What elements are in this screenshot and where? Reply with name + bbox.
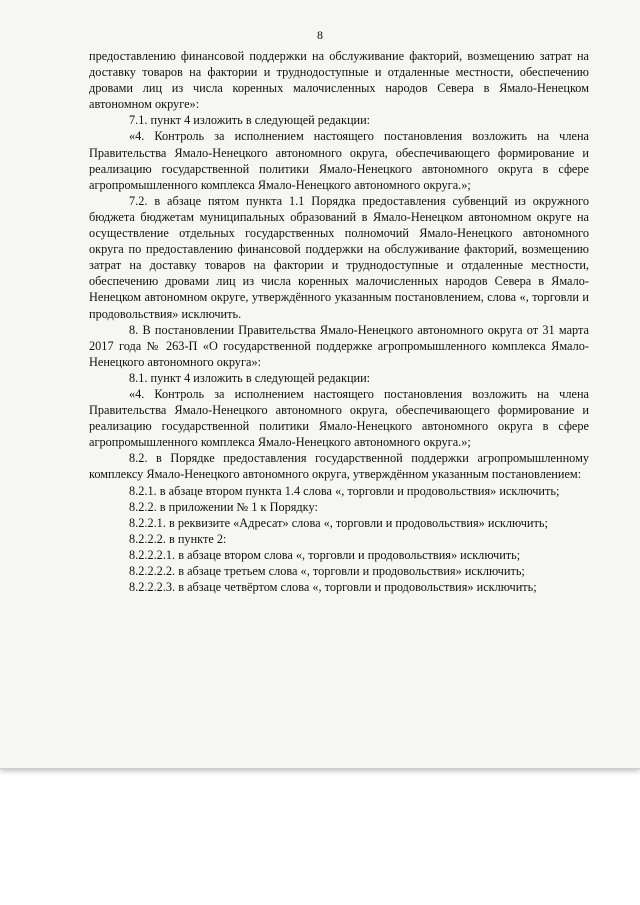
document-body [89,48,589,595]
paragraph-7-1: 7.1. пункт 4 изложить в следующей редакции: [129,113,371,128]
paragraph-8: 8. В постановлении Правительства Ямало-Ненецкого автономного округа от 31 марта 2017 года № 263-П «О государственной поддержке агропромышленного комплекса Ямало-Ненецкого автономного округа»: [89,322,589,369]
paragraph-8-2-2: 8.2.2. в приложении № 1 к Порядку: [129,499,318,514]
paragraph-8-1: 8.1. пункт 4 изложить в следующей редакции: [129,370,371,385]
paragraph-7-1-quote: «4. Контроль за исполнением настоящего постановления возложить на члена Правительства Ямало-Ненецкого автономного округа, обеспечивающего формирование и реализацию государственной политики Ямало-Ненецкого автономного округа в сфере агропромышленного комплекса Ямало-Ненецкого автономного округа.»; [89,129,589,192]
paragraph-8-2-1: 8.2.1. в абзаце втором пункта 1.4 слова «, торговли и продовольствия» исключить; [129,483,560,498]
paragraph-8-2-2-2: 8.2.2.2. в пункте 2: [129,531,227,546]
page-number: 8 [317,28,323,42]
paragraph-8-2: 8.2. в Порядке предоставления государственной поддержки агропромышленному комплексу Ямало-Ненецкого автономного округа, утверждённом указанным постановлением: [89,451,589,482]
paragraph-8-1-quote: «4. Контроль за исполнением настоящего постановления возложить на члена Правительства Ямало-Ненецкого автономного округа, обеспечивающего формирование и реализацию государственной политики Ямало-Ненецкого автономного округа в сфере агропромышленного комплекса Ямало-Ненецкого автономного округа.»; [89,386,589,450]
paragraph-8-2-2-2-3: 8.2.2.2.3. в абзаце четвёртом слова «, торговли и продовольствия» исключить; [129,580,537,595]
paragraph-intro: предоставлению финансовой поддержки на обслуживание факторий, возмещению затрат на доставку товаров на фактории и труднодоступные и отдаленные местности, обеспечению дровами лиц из числа коренных малочисленных народов Севера в Ямало-Ненецком автономном округе»: [89,49,589,112]
paragraph-8-2-2-1: 8.2.2.1. в реквизите «Адресат» слова «, торговли и продовольствия» исключить; [129,515,548,530]
paragraph-8-2-2-2-1: 8.2.2.2.1. в абзаце втором слова «, торговли и продовольствия» исключить; [129,547,521,562]
paragraph-7-2: 7.2. в абзаце пятом пункта 1.1 Порядка предоставления субвенций из окружного бюджета бюджетам муниципальных образований в Ямало-Ненецком автономном округе на осуществление отдельных государственных полномочий Ямало-Ненецкого автономного округа по предоставлению финансовой поддержки на обслуживание факторий, возмещению затрат на доставку товаров на фактории и труднодоступные и отдаленные местности, обеспечению дровами лиц из числа коренных малочисленных народов Севера в Ямало-Ненецком автономном округе, утверждённого указанным постановлением, слова «, торговли и продовольствия» исключить. [89,193,589,321]
paragraph-8-2-2-2-2: 8.2.2.2.2. в абзаце третьем слова «, торговли и продовольствия» исключить; [129,564,525,578]
